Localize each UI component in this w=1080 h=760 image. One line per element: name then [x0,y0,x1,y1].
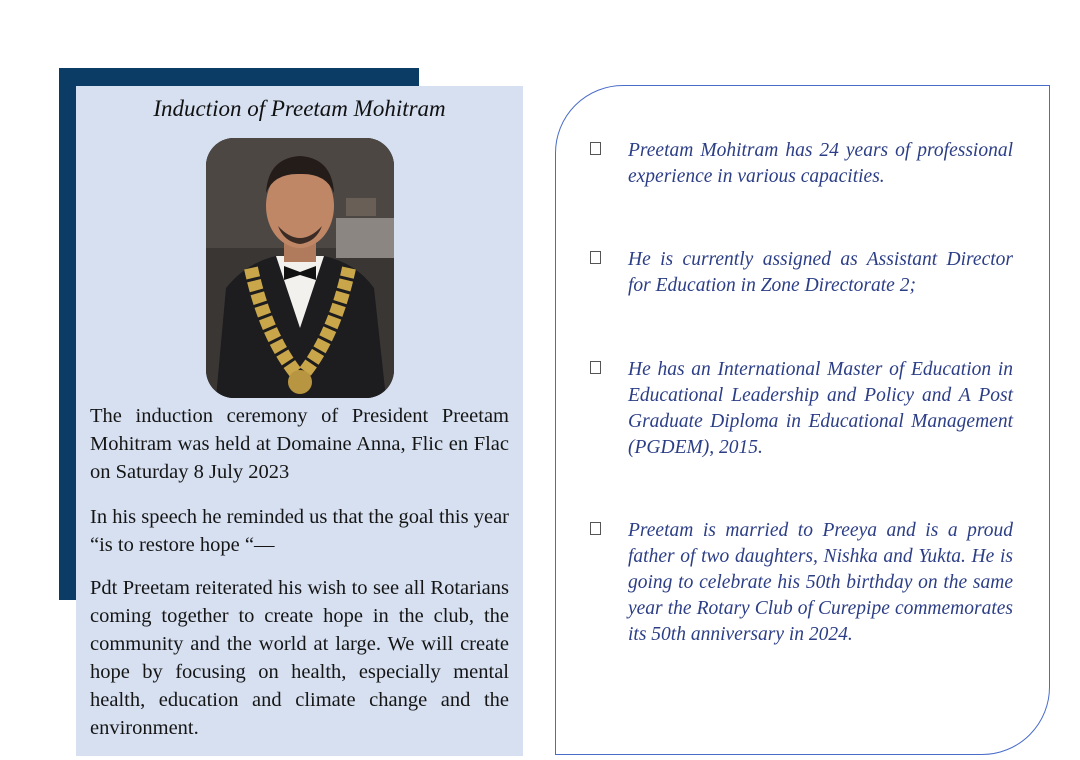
bullet-item [628,247,1013,299]
paragraph-speech: In his speech he reminded us that the goal this year “is to restore hope “— [90,506,509,556]
bullet-box-icon [590,142,601,155]
bullet-text: Preetam is married to Preeya and is a proud father of two daughters, Nishka and Yukta. He is going to celebrate his 50th birthday on the same year the Rotary Club of Curepipe commemorates its 50th anniversary in 2024. [628,520,1013,645]
bullet-text: He has an International Master of Education in Educational Leadership and Policy and A Post Graduate Diploma in Educational Management (PGDEM), 2015. [628,359,1013,458]
bullet-box-icon [590,522,601,535]
profile-bullets-panel [555,85,1050,755]
paragraph-induction-ceremony: The induction ceremony of President Preetam Mohitram was held at Domaine Anna, Flic en Flac on Saturday 8 July 2023 [90,405,509,483]
bullet-item [628,357,1013,461]
bullet-item [628,518,1013,648]
article-title: Induction of Preetam Mohitram [153,96,446,121]
bullet-box-icon [590,251,601,264]
paragraph-reiterated-wish: Pdt Preetam reiterated his wish to see all Rotarians coming together to create hope in the club, the community and the world at large. We will create hope by focusing on health, especially mental health, education and climate change and the environment. [90,577,509,739]
portrait-photo-preetam-mohitram [206,138,394,398]
bullet-text: He is currently assigned as Assistant Director for Education in Zone Directorate 2; [628,249,1013,296]
bullet-box-icon [590,361,601,374]
induction-article-panel [76,86,523,756]
bullet-text: Preetam Mohitram has 24 years of professional experience in various capacities. [628,140,1013,187]
bullet-item [628,138,1013,190]
